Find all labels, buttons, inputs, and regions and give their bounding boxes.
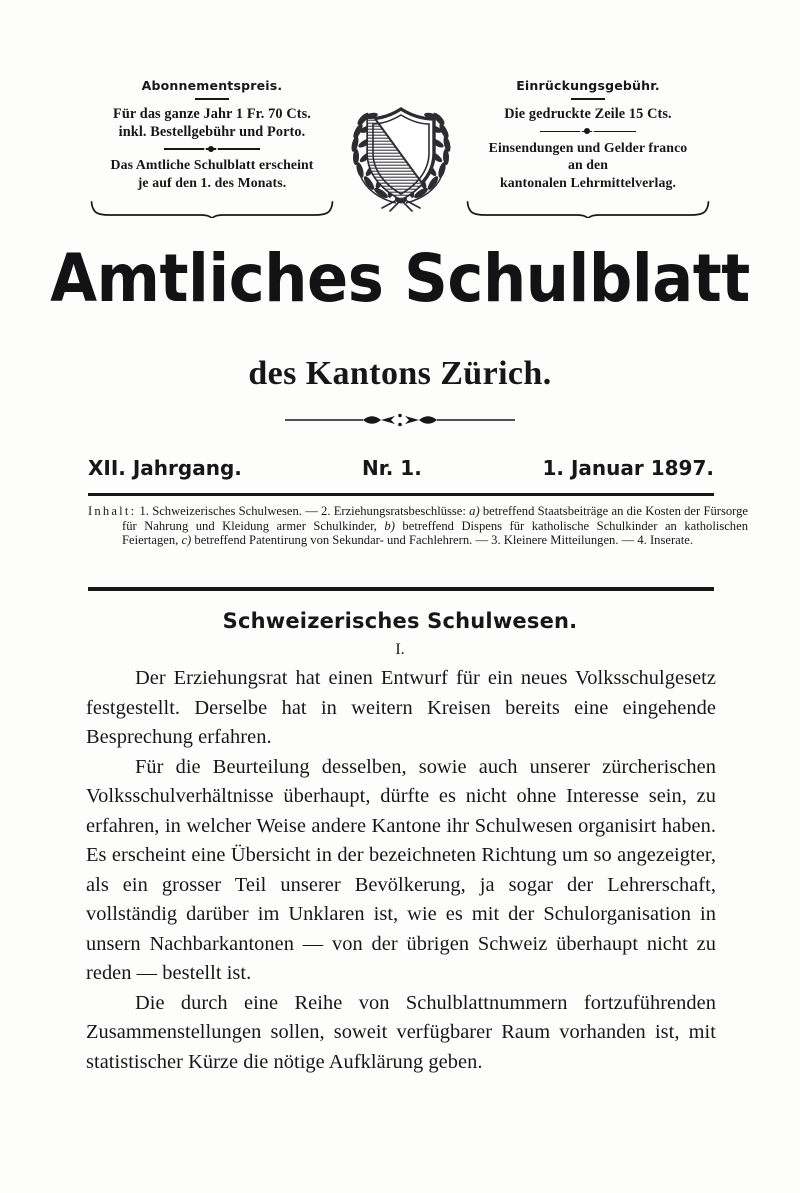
- advertising-rate-line-1: Die gedruckte Zeile 15 Cts.: [504, 106, 672, 122]
- advertising-rate-block: [464, 78, 712, 191]
- contents-marker-b: b): [384, 518, 395, 533]
- article-heading: Schweizerisches Schulwesen.: [222, 609, 578, 633]
- divider-rule: [571, 98, 605, 100]
- zurich-coat-of-arms-icon: [338, 95, 464, 213]
- contents-text-1: 1. Schweizerisches Schulwesen. — 2. Erziehungsratsbeschlüsse:: [136, 504, 470, 518]
- contents-label: Inhalt:: [88, 504, 137, 518]
- submission-address-line-3: kantonalen Lehrmittelverlag.: [499, 174, 676, 190]
- article-body: [86, 664, 716, 1077]
- issue-number: Nr. 1.: [362, 456, 422, 480]
- submission-address-line-1: Einsendungen und Gelder franco: [488, 139, 688, 155]
- subscription-price-title: Abonnementspreis.: [141, 78, 283, 93]
- contents-text-3: betreffend Dispens für katholische Schulkinder an katholischen Feiertagen,: [122, 518, 748, 548]
- subscription-price-block: [88, 78, 336, 191]
- article-paragraph: Der Erziehungsrat hat einen Entwurf für ein neues Volksschulgesetz festgestellt. Derselbe hat in weitern Kreisen bereits eine eingehende Besprechung erfahren.: [86, 667, 716, 748]
- article-paragraph: Für die Beurteilung desselben, sowie auch unserer zürcherischen Volksschulverhältnisse überhaupt, dürfte es nicht ohne Interesse sein, zu erfahren, in welcher Weise andere Kantone ihr Schulwesen organisirt haben. Es erscheint eine Übersicht in der bezeichneten Richtung um so angezeigter, als ein grosser Teil unserer Bevölkerung, ja sogar der Lehrerschaft, vollständig darüber im Unklaren ist, wie es mit der Schulorganisation in unsern Nachbarkantonen — von der übrigen Schweiz überhaupt nicht zu reden — bestellt ist.: [86, 755, 716, 984]
- table-of-contents: [88, 504, 748, 548]
- publication-schedule-line-2: je auf den 1. des Monats.: [137, 174, 287, 190]
- page-title: Amtliches Schulblatt: [50, 240, 750, 317]
- subscription-price-line-2: inkl. Bestellgebühr und Porto.: [118, 123, 306, 140]
- submission-address-line-2: an den: [567, 157, 609, 172]
- subscription-price-line-1: Für das ganze Jahr 1 Fr. 70 Cts.: [113, 106, 311, 122]
- article-paragraph: Die durch eine Reihe von Schulblattnummern fortzuführenden Zusammenstellungen sollen, soweit verfügbarer Raum vorhanden ist, mit statistischer Kürze die nötige Aufklärung geben.: [86, 991, 716, 1073]
- issue-date: 1. Januar 1897.: [542, 456, 714, 480]
- curly-brace-ornament: [90, 200, 335, 218]
- contents-text-4: betreffend Patentirung von Sekundar- und Fachlehrern. — 3. Kleinere Mitteilungen. — 4. Inserate.: [191, 533, 693, 548]
- article-section-number: I.: [395, 641, 405, 658]
- contents-rule-top: [88, 493, 714, 497]
- dot-divider: [540, 128, 636, 135]
- contents-text-2: betreffend Staatsbeiträge an die Kosten der Fürsorge für Nahrung und Kleidung armer Schulkinder,: [122, 504, 748, 533]
- contents-marker-a: a): [469, 504, 480, 518]
- page-subtitle: des Kantons Zürich.: [248, 355, 552, 392]
- decorative-ornament: [285, 412, 515, 428]
- contents-rule-bottom: [88, 586, 714, 591]
- divider-rule: [195, 98, 229, 100]
- contents-marker-c: c): [181, 533, 192, 548]
- volume-label: XII. Jahrgang.: [88, 456, 242, 480]
- dot-divider: [164, 145, 260, 152]
- issue-line: [88, 455, 714, 481]
- publication-schedule-line-1: Das Amtliche Schulblatt erscheint: [110, 157, 314, 172]
- curly-brace-ornament: [466, 200, 711, 218]
- advertising-rate-title: Einrückungsgebühr.: [516, 78, 660, 93]
